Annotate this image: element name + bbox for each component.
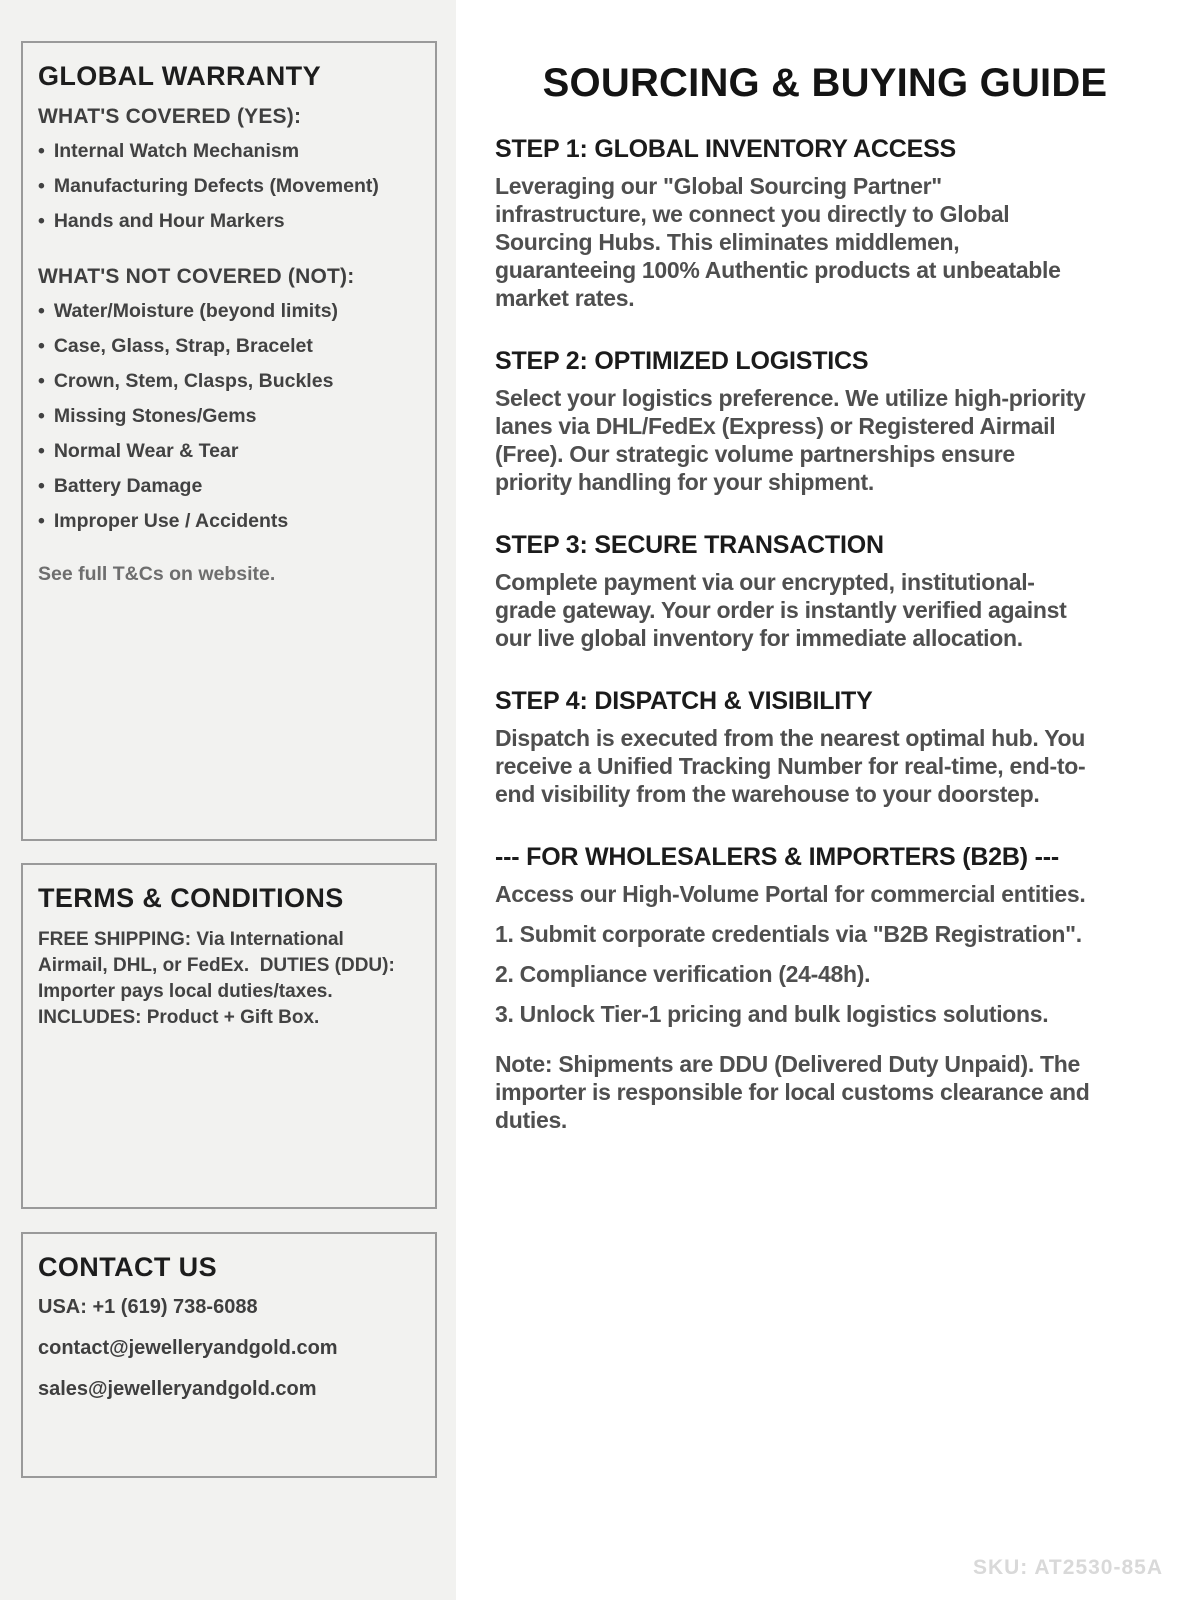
list-item: • Missing Stones/Gems — [38, 406, 419, 426]
warranty-covered-heading: WHAT'S COVERED (YES): — [38, 105, 302, 128]
warranty-covered-list — [38, 141, 419, 231]
contact-sales-email: sales@jewelleryandgold.com — [38, 1378, 317, 1400]
b2b-item-2: 2. Compliance verification (24-48h). — [495, 961, 871, 987]
warranty-title: GLOBAL WARRANTY — [38, 61, 321, 91]
b2b-item-3: 3. Unlock Tier-1 pricing and bulk logistics solutions. — [495, 1001, 1049, 1027]
step-4-body: Dispatch is executed from the nearest optimal hub. You receive a Unified Tracking Number for real-time, end-to-end visibility from the warehouse to your doorstep. — [495, 725, 1086, 807]
contact-email: contact@jewelleryandgold.com — [38, 1337, 338, 1359]
sku-label: SKU: AT2530-85A — [972, 1556, 1163, 1579]
step-3-heading: STEP 3: SECURE TRANSACTION — [495, 531, 884, 559]
list-item: • Manufacturing Defects (Movement) — [38, 176, 419, 196]
sidebar — [0, 0, 456, 1600]
step-3-body: Complete payment via our encrypted, institutional-grade gateway. Your order is instantly verified against our live global inventory for immediate allocation. — [495, 569, 1067, 651]
terms-title: TERMS & CONDITIONS — [38, 883, 344, 913]
terms-body: FREE SHIPPING: Via International Airmail, DHL, or FedEx. DUTIES (DDU): Importer pays local duties/taxes. INCLUDES: Product + Gift Box. — [38, 929, 401, 1028]
step-4-heading: STEP 4: DISPATCH & VISIBILITY — [495, 687, 873, 715]
terms-conditions-card — [21, 863, 437, 1209]
step-1-body: Leveraging our "Global Sourcing Partner" infrastructure, we connect you directly to Global Sourcing Hubs. This eliminates middlemen, guaranteeing 100% Authentic products at unbeatable market rates. — [495, 173, 1061, 311]
list-item: • Hands and Hour Markers — [38, 211, 419, 231]
list-item: • Improper Use / Accidents — [38, 511, 419, 531]
b2b-heading: --- FOR WHOLESALERS & IMPORTERS (B2B) --- — [495, 843, 1059, 871]
list-item: • Case, Glass, Strap, Bracelet — [38, 336, 419, 356]
warranty-footnote: See full T&Cs on website. — [38, 563, 276, 585]
warranty-not-covered-list — [38, 301, 419, 531]
step-2-heading: STEP 2: OPTIMIZED LOGISTICS — [495, 347, 869, 375]
b2b-note: Note: Shipments are DDU (Delivered Duty Unpaid). The importer is responsible for local customs clearance and duties. — [495, 1051, 1090, 1133]
b2b-intro: Access our High-Volume Portal for commercial entities. — [495, 881, 1086, 907]
global-warranty-card — [21, 41, 437, 841]
page-title: SOURCING & BUYING GUIDE — [542, 61, 1108, 105]
list-item: • Internal Watch Mechanism — [38, 141, 419, 161]
list-item: • Battery Damage — [38, 476, 419, 496]
contact-title: CONTACT US — [38, 1252, 217, 1282]
step-2-body: Select your logistics preference. We utilize high-priority lanes via DHL/FedEx (Express) or Registered Airmail (Free). Our strategic volume partnerships ensure priority handling for your shipment. — [495, 385, 1086, 495]
main-content — [456, 0, 1200, 1600]
contact-us-card — [21, 1232, 437, 1478]
list-item: • Crown, Stem, Clasps, Buckles — [38, 371, 419, 391]
warranty-not-covered-heading: WHAT'S NOT COVERED (NOT): — [38, 265, 355, 288]
contact-phone: USA: +1 (619) 738-6088 — [38, 1296, 258, 1318]
step-1-heading: STEP 1: GLOBAL INVENTORY ACCESS — [495, 135, 957, 163]
list-item: • Water/Moisture (beyond limits) — [38, 301, 419, 321]
b2b-item-1: 1. Submit corporate credentials via "B2B Registration". — [495, 921, 1082, 947]
list-item: • Normal Wear & Tear — [38, 441, 419, 461]
